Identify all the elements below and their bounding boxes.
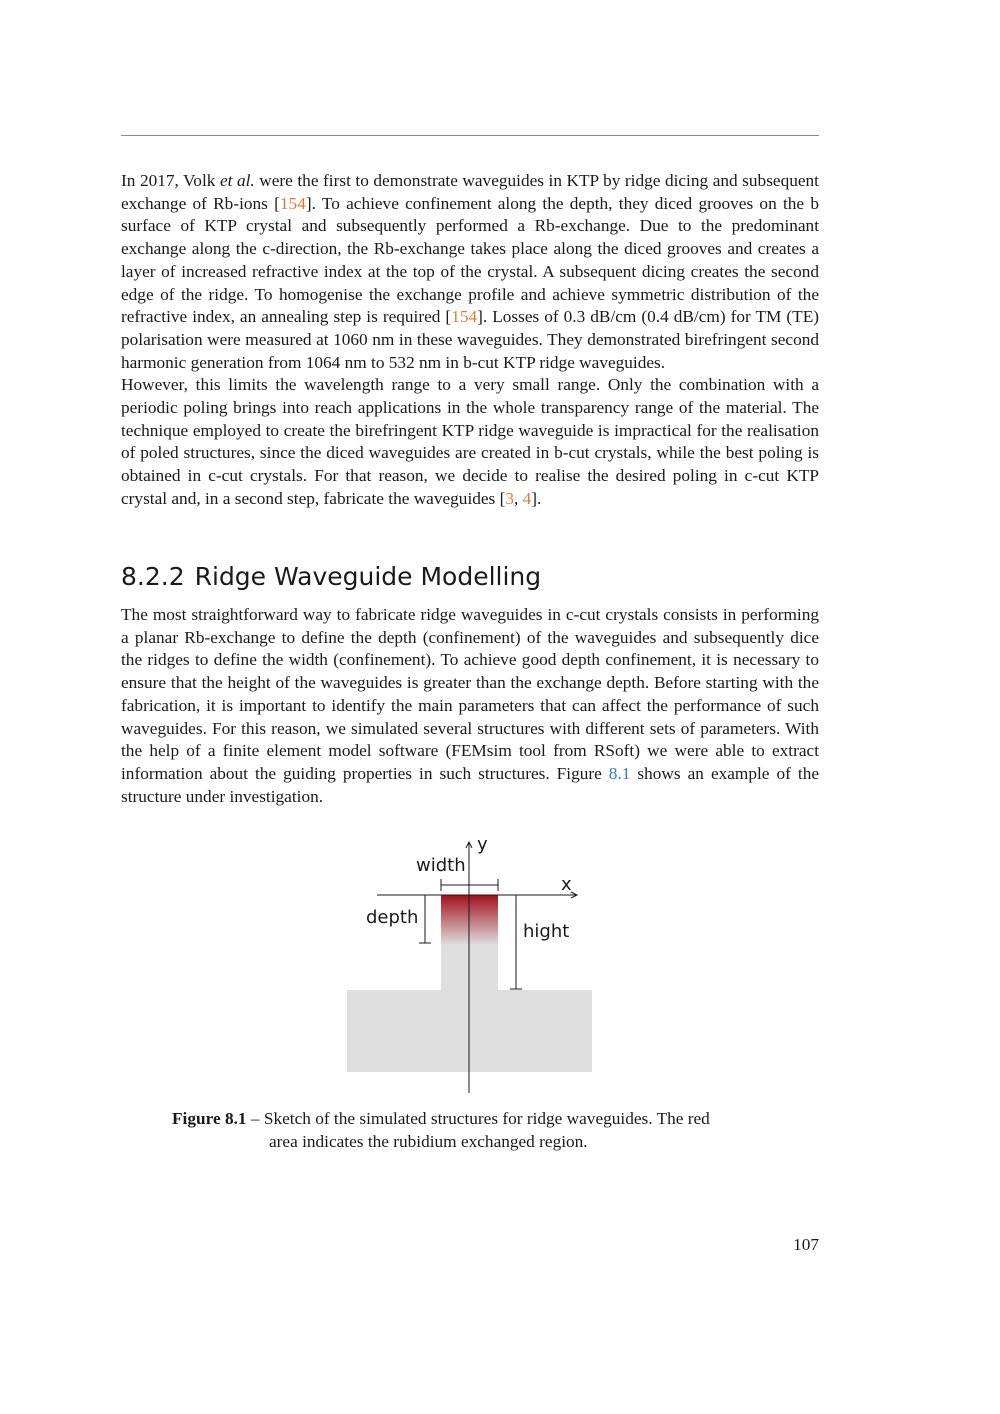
section-title: Ridge Waveguide Modelling [194, 562, 542, 591]
depth-label: depth [366, 907, 419, 928]
caption-line-2: area indicates the rubidium exchanged region. [269, 1131, 588, 1151]
citation-link[interactable]: 3 [505, 488, 514, 508]
width-label: width [416, 855, 466, 876]
section-number: 8.2.2 [121, 562, 185, 591]
caption-line-1: Sketch of the simulated structures for ridge waveguides. The red [263, 1109, 710, 1128]
citation-link[interactable]: 154 [451, 307, 478, 327]
text-span: shows an example of the structure under investigation. [121, 763, 819, 806]
text-span: However, this limits the wavelength range to a very small range. Only the combination with a periodic poling brings into reach applications in the whole transparency range of the material. The technique employed to create the birefringent KTP ridge waveguide is impractical for the realisation of poled structures, since the diced waveguides are created in b-cut crystals, while the best poling is obtained in c-cut crystals. For that reason, we decide to realise the desired poling in c-cut KTP crystal and, in a second step, fabricate the waveguides [ [121, 375, 819, 508]
intro-paragraph-1 [121, 170, 819, 374]
ridge-waveguide-sketch [330, 828, 630, 1098]
text-span: In 2017, Volk [121, 171, 220, 190]
caption-label: Figure 8.1 [172, 1109, 247, 1128]
intro-section [121, 170, 819, 511]
text-span: ]. Losses of 0.3 dB/cm (0.4 dB/cm) for TM (TE) polarisation were measured at 1060 nm in these waveguides. They demonstrated birefringent second harmonic generation from 1064 nm to 532 nm in b-cut KTP ridge waveguides. [121, 307, 820, 372]
citation-link[interactable]: 154 [279, 193, 306, 213]
modelling-paragraph [121, 604, 819, 808]
citation-separator: , [514, 488, 523, 508]
caption-dash: – [246, 1109, 264, 1128]
page-number: 107 [793, 1235, 819, 1254]
citation-link[interactable]: 4 [522, 488, 532, 508]
intro-paragraph-2 [121, 374, 819, 510]
text-span: were the first to demonstrate waveguides in KTP by ridge dicing and subsequent exchange of Rb-ions [ [121, 171, 819, 213]
text-span: ]. To achieve confinement along the depth, they diced grooves on the b surface of KTP crystal and subsequently performed a Rb-exchange. Due to the predominant exchange along the c-direction, the Rb-exchange takes place along the diced grooves and creates a layer of increased refractive index at the top of the crystal. A subsequent dicing creates the second edge of the ridge. To homogenise the exchange profile and achieve symmetric distribution of the refractive index, an annealing step is required [ [121, 193, 819, 327]
modelling-section [121, 604, 819, 808]
figure-reference-link[interactable]: 8.1 [608, 763, 631, 783]
text-span: The most straightforward way to fabricate ridge waveguides in c-cut crystals consists in performing a planar Rb-exchange to define the depth (confinement) of the waveguides and subsequently dice the ridges to define the width (confinement). To achieve good depth confinement, it is necessary to ensure that the height of the waveguides is greater than the exchange depth. Before starting with the fabrication, it is important to identify the main parameters that can affect the performance of such waveguides. For this reason, we simulated several structures with different sets of parameters. With the help of a finite element model software (FEMsim tool from RSoft) we were able to extract information about the guiding properties in such structures. Figure [121, 605, 819, 783]
x-axis-label: x [561, 874, 572, 895]
text-span: ]. [531, 488, 542, 508]
y-axis-label: y [477, 834, 488, 855]
figure-caption [172, 1108, 772, 1153]
height-label: hight [523, 921, 570, 942]
header-rule [121, 135, 819, 136]
section-heading [121, 560, 541, 594]
emphasis-text: et al. [219, 171, 255, 190]
